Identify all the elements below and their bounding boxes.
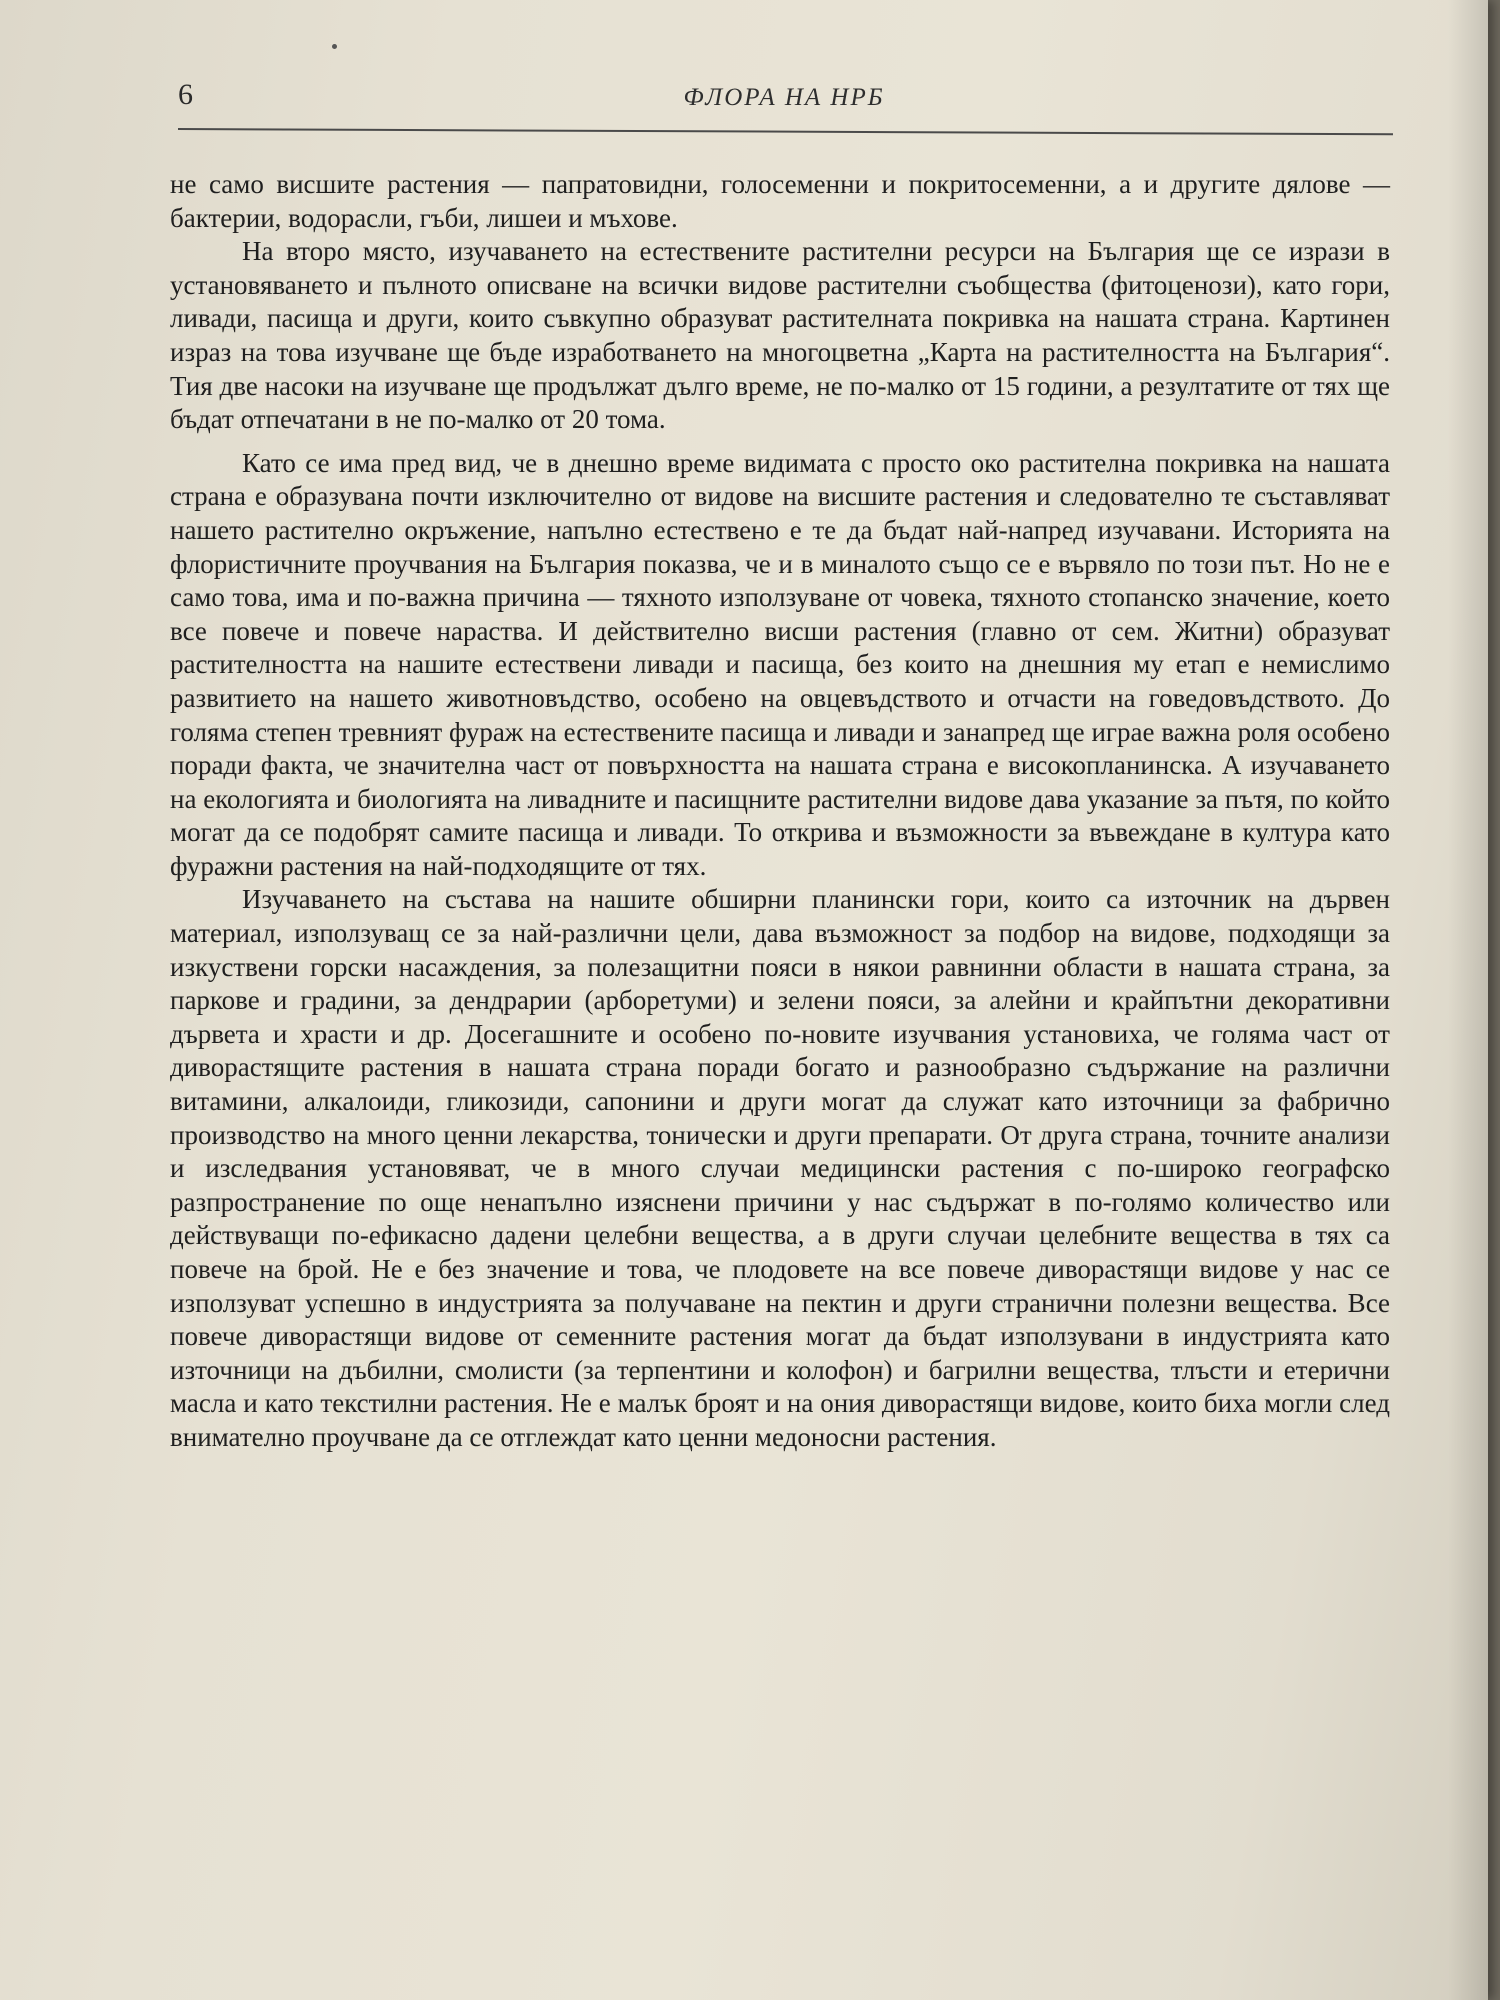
ink-speck [332,44,337,49]
paragraph-resources: На второ място, изучаването на естествените растителни ресурси на България ще се изрази в установяването и пълното описване на всички видове растителни съобщества (фитоценози), като гори, ливади, пасища и други, които съвкупно образуват растителната покривка на нашата страна. Картинен израз на това изучване ще бъде изработването на многоцветна „Карта на растителността на България“. Тия две насоки на изучване ще продължат дълго време, не по-малко от 15 години, а резултатите от тях ще бъдат отпечатани в не по-малко от 20 тома. [170,236,1390,435]
header-rule [178,128,1393,135]
page-header [178,78,1390,128]
running-title: ФЛОРА НА НРБ [683,84,885,111]
body-text [170,168,1390,1455]
page-number: 6 [178,78,193,111]
page-edge-shadow [1448,0,1488,2000]
paragraph-forests-medicinal: Изучаването на състава на нашите обширни планински гори, които са източник на дървен материал, използуващ се за най-различни цели, дава възможност за подбор на видове, подходящи за изкуствени горски насаждения, за полезащитни пояси в някои равнинни области в нашата страна, за паркове и градини, за дендрарии (арборетуми) и зелени пояси, за алейни и крайпътни декоративни дървета и храсти и др. Досегашните и особено по-новите изучвания установиха, че голяма част от диворастящите растения в нашата страна поради богато и разнообразно съдържание на различни витамини, алкалоиди, гликозиди, сапонини и други могат да служат като източници за фабрично производство на много ценни лекарства, тонически и други препарати. От друга страна, точните анализи и изследвания установяват, че в много случаи медицински растения с по-широко географско разпространение по още ненапълно изяснени причини у нас съдържат в по-голямо количество или действуващи по-ефикасно дадени целебни вещества, а в други случаи целебните вещества в тях са повече на брой. Не е без значение и това, че плодовете на все повече диворастящи видове у нас се използуват успешно в индустрията за получаване на пектин и други странични полезни вещества. Все повече диворастящи видове от семенните растения могат да бъдат използувани в индустрията като източници на дъбилни, смолисти (за терпентини и колофон) и багрилни вещества, тлъсти и етерични масла и като текстилни растения. Не е малък броят и на ония диворастящи видове, които биха могли след внимателно проучване да се отглеждат като ценни медоносни растения. [170,884,1390,1452]
paragraph-continuation: не само висшите растения — папратовидни, голосеменни и покритосеменни, а и другите дялове — бактерии, водорасли, гъби, лишеи и мъхове. [170,169,1390,233]
paragraph-higher-plants: Като се има пред вид, че в днешно време видимата с просто око растителна покривка на нашата страна е образувана почти изключително от видове на висшите растения и следователно те съставляват нашето растително окръжение, напълно естествено е те да бъдат най-напред изучавани. Историята на флористичните проучвания на България показва, че и в миналото също се е вървяло по този път. Но не е само това, има и по-важна причина — тяхното използуване от човека, тяхното стопанско значение, което все повече и повече нараства. И действително висши растения (главно от сем. Житни) образуват растителността на нашите естествени ливади и пасища, без които на днешния му етап е немислимо развитието на нашето животновъдство, особено на овцевъдството и отчасти на говедовъдството. До голяма степен тревният фураж на естествените пасища и ливади и занапред ще играе важна роля особено поради факта, че значителна част от повърхността на нашата страна е високопланинска. А изучаването на екологията и биологията на ливадните и пасищните растителни видове дава указание за пътя, по който могат да се подобрят самите пасища и ливади. То открива и възможности за въвеждане в култура като фуражни растения на най-подходящите от тях. [170,447,1390,881]
